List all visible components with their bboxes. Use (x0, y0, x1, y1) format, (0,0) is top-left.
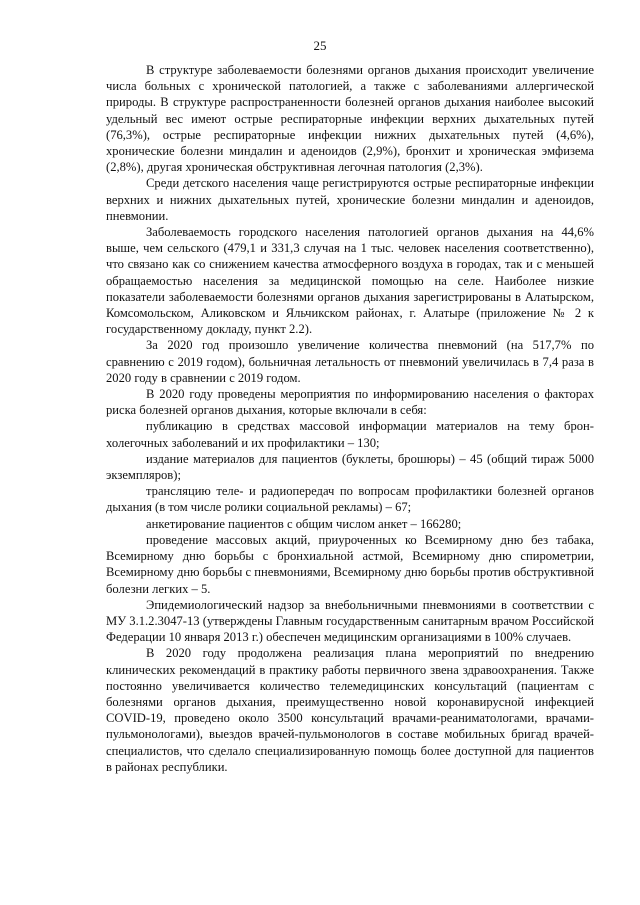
paragraph-respiratory-structure: В структуре заболеваемости болезнями органов дыхания происходит увеличение числа больных с хронической патологией, а также с заболеваниями аллергической природы. В структуре распространенности болезней органов дыхания наиболее высокий удельный вес имеют острые респираторные инфекции верхних дыхательных путей (76,3%), острые респираторные инфекции нижних дыхательных путей (4,6%), хронические болезни миндалин и аденоидов (2,9%), бронхит и хроническая эмфизема (2,8%), другая хроническая обструктивная легочная патология (2,3%). (106, 63, 594, 175)
list-item-publications: публикацию в средствах массовой информации материалов на тему бронхолегочных заболеваний и их профилактики – 130; (106, 419, 594, 450)
list-item-materials: издание материалов для пациентов (буклеты, брошюры) – 45 (общий тираж 5000 экземпляров); (106, 451, 594, 483)
paragraph-urban-rural: Заболеваемость городского населения патологией органов дыхания на 44,6% выше, чем сельского (479,1 и 331,3 случая на 1 тыс. человек населения соответственно), что связано как со снижением качества атмосферного воздуха в городах, так и с меньшей обращаемостью населения за медицинской помощью на селе. Наиболее низкие показатели заболеваемости болезнями органов дыхания зарегистрированы в Алатырском, Комсомольском, Аликовском и Яльчикском районах, г. Алатыре (приложение № 2 к государственному докладу, пункт 2.2). (106, 225, 594, 337)
paragraph-pneumonia-2020: За 2020 год произошло увеличение количества пневмоний (на 517,7% по сравнению с 2019 годом), больничная летальность от пневмоний увеличилась в 7,4 раза в 2020 году в сравнении с 2019 годом. (106, 338, 594, 385)
list-item-surveys: анкетирование пациентов с общим числом анкет – 166280; (146, 516, 462, 531)
paragraph-clinical-recommendations: В 2020 году продолжена реализация плана мероприятий по внедрению клинических рекомендаций в практику работы первичного звена здравоохранения. Также постоянно увеличивается количество телемедицинских консультаций (пациентам с болезнями органов дыхания, преимущественно новой коронавирусной инфекцией COVID-19, проведено около 3500 консультаций врачами-реаниматологами, врачами-пульмонологами), выездов врачей-пульмонологов в составе мобильных бригад врачей-специалистов, что сделало специализированную помощь более доступной для пациентов в районах республики. (106, 646, 594, 774)
list-item-mass-events: проведение массовых акций, приуроченных ко Всемирному дню без табака, Всемирному дню борьбы с бронхиальной астмой, Всемирному дню спирометрии, Всемирному дню борьбы с пневмониями, Всемирному дню борьбы против обструктивной болезни легких – 5. (106, 532, 594, 596)
paragraph-epidemiological-surveillance: Эпидемиологический надзор за внебольничными пневмониями в соответствии с МУ 3.1.2.3047-13 (утверждены Главным государственным санитарным врачом Российской Федерации 10 января 2013 г.) обеспечен медицинским организациями в 100% случаев. (106, 597, 594, 645)
document-body (106, 62, 594, 775)
page-number: 25 (313, 38, 327, 53)
paragraph-children-population: Среди детского населения чаще регистрируются острые респираторные инфекции верхних и нижних дыхательных путей, хронические болезни миндалин и аденоидов, пневмонии. (106, 176, 594, 223)
list-item-broadcasts: трансляцию теле- и радиопередач по вопросам профилактики болезней органов дыхания (в том числе ролики социальной рекламы) – 67; (106, 484, 594, 515)
paragraph-informing-measures: В 2020 году проведены мероприятия по информированию населения о факторах риска болезней органов дыхания, которые включали в себя: (106, 387, 594, 418)
